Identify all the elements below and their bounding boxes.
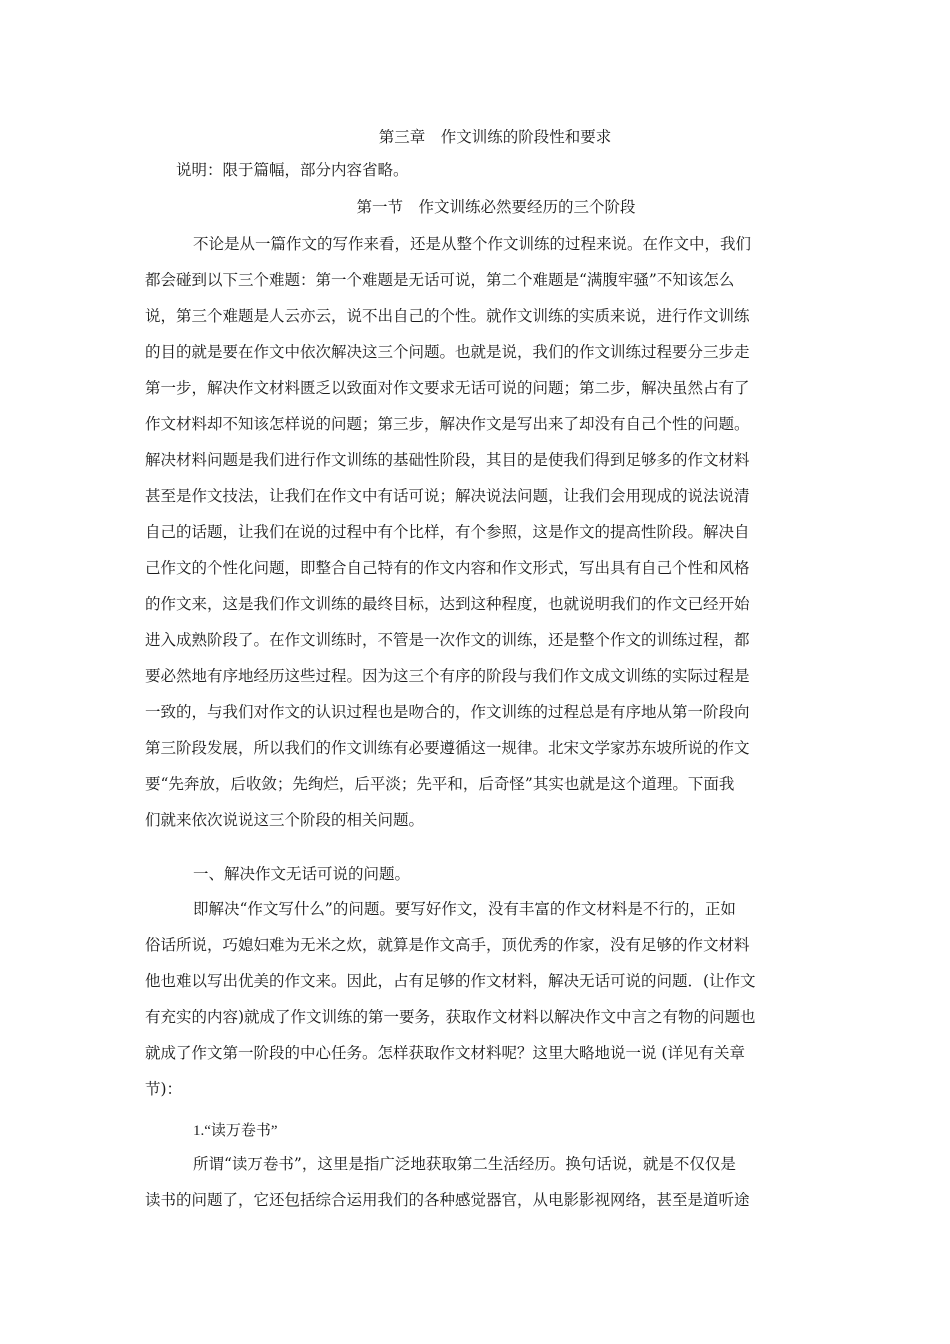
paragraph-line: 第一步，解决作文材料匮乏以致面对作文要求无话可说的问题；第二步，解决虽然占有了 — [145, 379, 750, 397]
paragraph-line: 所谓“读万卷书”，这里是指广泛地获取第二生活经历。换句话说，就是不仅仅是 — [193, 1155, 736, 1173]
paragraph-line: 一致的，与我们对作文的认识过程也是吻合的，作文训练的过程总是有序地从第一阶段向 — [145, 703, 750, 721]
paragraph-line: 甚至是作文技法，让我们在作文中有话可说；解决说法问题，让我们会用现成的说法说清 — [145, 487, 750, 505]
paragraph-line: 要必然地有序地经历这些过程。因为这三个有序的阶段与我们作文成文训练的实际过程是 — [145, 667, 750, 685]
paragraph-line: 解决材料问题是我们进行作文训练的基础性阶段，其目的是使我们得到足够多的作文材料 — [145, 451, 750, 469]
paragraph-1 — [145, 226, 810, 838]
paragraph-line: 就成了作文第一阶段的中心任务。怎样获取作文材料呢？这里大略地说一说 (详见有关章 — [145, 1044, 745, 1062]
paragraph-line: 他也难以写出优美的作文来。因此，占有足够的作文材料，解决无话可说的问题．(让作文 — [145, 972, 756, 990]
sub1-heading: 1.“读万卷书” — [193, 1123, 278, 1139]
chapter-title: 第三章 作文训练的阶段性和要求 — [378, 128, 612, 146]
paragraph-line: 第三阶段发展，所以我们的作文训练有必要遵循这一规律。北宋文学家苏东坡所说的作文 — [145, 739, 750, 757]
paragraph-line: 的目的就是要在作文中依次解决这三个问题。也就是说，我们的作文训练过程要分三步走 — [145, 343, 750, 361]
part1-heading: 一、解决作文无话可说的问题。 — [193, 865, 411, 883]
paragraph-3 — [145, 1146, 810, 1218]
paragraph-line: 己作文的个性化问题，即整合自己特有的作文内容和作文形式，写出具有自己个性和风格 — [145, 559, 750, 577]
section-title: 第一节 作文训练必然要经历的三个阶段 — [356, 198, 636, 216]
paragraph-line: 说，第三个难题是人云亦云，说不出自己的个性。就作文训练的实质来说，进行作文训练 — [145, 307, 750, 325]
paragraph-line: 读书的问题了，它还包括综合运用我们的各种感觉器官，从电影影视网络，甚至是道听途 — [145, 1191, 750, 1209]
paragraph-line: 节)： — [145, 1080, 183, 1098]
paragraph-2 — [145, 891, 810, 1107]
paragraph-line: 即解决“作文写什么”的问题。要写好作文，没有丰富的作文材料是不行的，正如 — [193, 900, 736, 918]
paragraph-line: 的作文来，这是我们作文训练的最终目标，达到这种程度，也就说明我们的作文已经开始 — [145, 595, 750, 613]
paragraph-line: 们就来依次说说这三个阶段的相关问题。 — [145, 811, 425, 829]
paragraph-line: 自己的话题，让我们在说的过程中有个比样，有个参照，这是作文的提高性阶段。解决自 — [145, 523, 750, 541]
paragraph-line: 进入成熟阶段了。在作文训练时，不管是一次作文的训练，还是整个作文的训练过程，都 — [145, 631, 750, 649]
paragraph-line: 作文材料却不知该怎样说的问题；第三步，解决作文是写出来了却没有自己个性的问题。 — [145, 415, 750, 433]
paragraph-line: 俗话所说，巧媳妇难为无米之炊，就算是作文高手，顶优秀的作家，没有足够的作文材料 — [145, 936, 750, 954]
paragraph-line: 要“先奔放，后收敛；先绚烂，后平淡；先平和，后奇怪”其实也就是这个道理。下面我 — [145, 775, 735, 793]
paragraph-line: 有充实的内容)就成了作文训练的第一要务，获取作文材料以解决作文中言之有物的问题也 — [145, 1008, 756, 1026]
paragraph-line: 都会碰到以下三个难题：第一个难题是无话可说，第二个难题是“满腹牢骚”不知该怎么 — [145, 271, 735, 289]
paragraph-line: 不论是从一篇作文的写作来看，还是从整个作文训练的过程来说。在作文中，我们 — [193, 235, 752, 253]
note-text: 说明：限于篇幅，部分内容省略。 — [176, 161, 409, 179]
